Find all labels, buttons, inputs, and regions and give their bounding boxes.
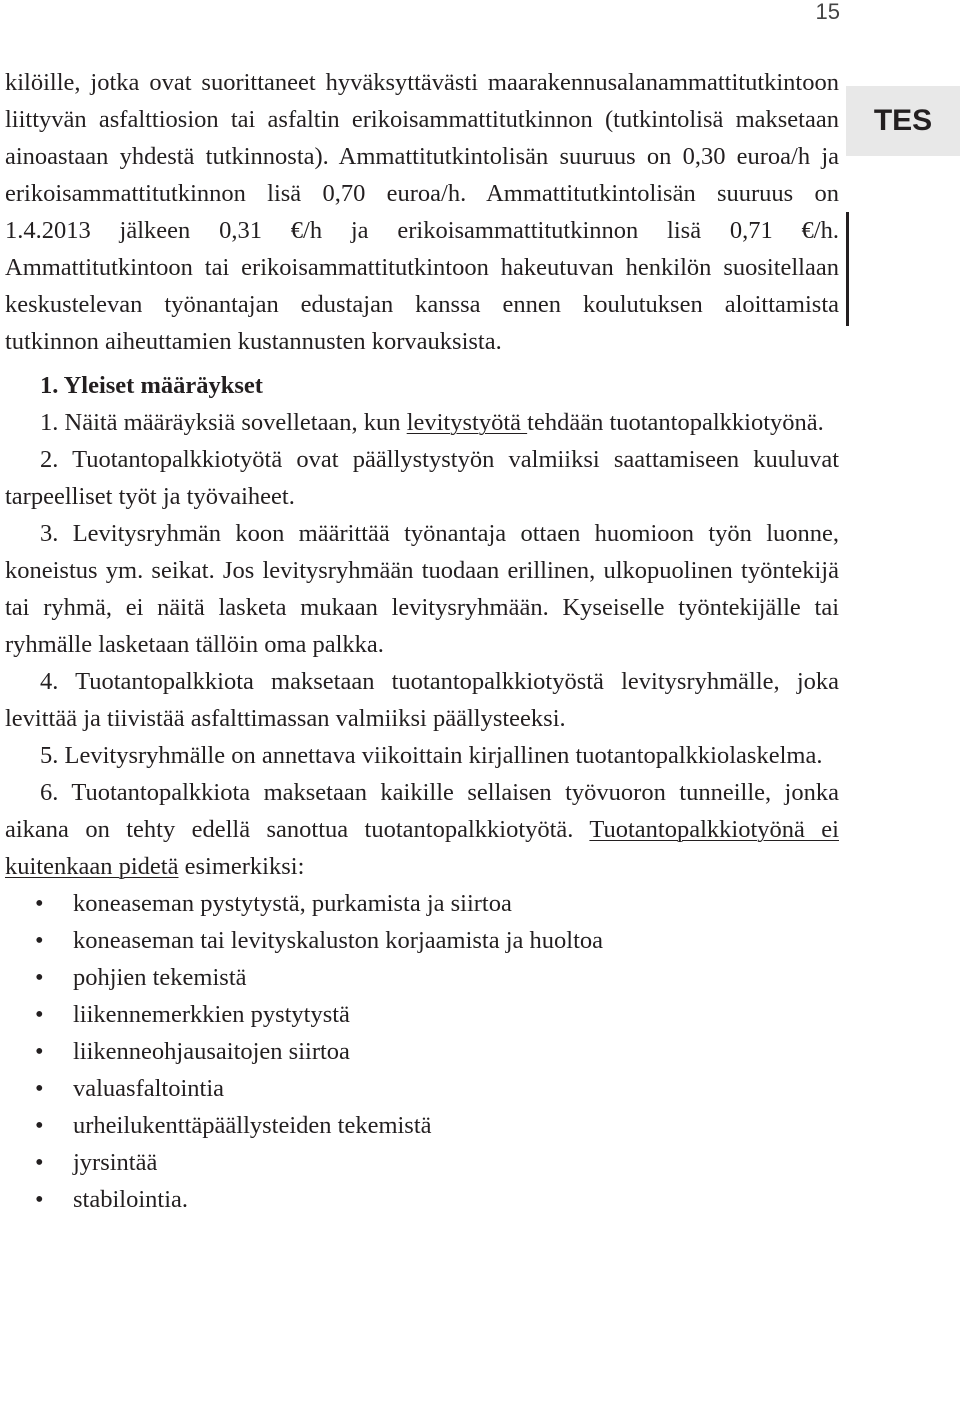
bullet-icon: • (35, 964, 44, 991)
tes-section-tab (846, 86, 960, 156)
page-number: 15 (815, 0, 840, 24)
item-6-text-a: 6. Tuotantopalkkiota maksetaan kaikille sellaisen työvuoron tunneille, jonka aikana on tehty edellä sanottua tuotantopalkkiotyötä. (5, 779, 839, 843)
list-item-text: valuasfaltointia (73, 1075, 225, 1102)
list-item (5, 1181, 839, 1218)
intro-paragraph: kilöille, jotka ovat suorittaneet hyväksyttävästi maarakennusalanammattitutkintoon liittyvän asfalttiosion tai asfaltin erikoisammattitutkinnon (tutkintolisä maksetaan ainoastaan yhdestä tutkinnosta). Ammattitutkintolisän suuruus on 0,30 euroa/h ja erikoisammattitutkinnon lisä 0,70 euroa/h. Ammattitutkintolisän suuruus on 1.4.2013 jälkeen 0,31 €/h ja erikoisammattitutkinnon lisä 0,71 €/h. Ammattitutkintoon tai erikoisammattitutkintoon hakeutuvan henkilön suositellaan keskustelevan työnantajan edustajan kanssa ennen koulutuksen aloittamista tutkinnon aiheuttamien kustannusten korvauksista. (5, 69, 839, 355)
item-1-paragraph (5, 404, 839, 441)
list-item (5, 996, 839, 1033)
list-item-text: urheilukenttäpäällysteiden tekemistä (73, 1112, 432, 1139)
item-1-text-a: 1. Näitä määräyksiä sovelletaan, kun (40, 409, 407, 436)
item-1-text-b: tehdään tuotantopalkkiotyönä. (527, 409, 824, 436)
list-item-text: pohjien tekemistä (73, 964, 247, 991)
item-6-underlined-text: Tuotantopalkkiotyönä ei kuitenkaan pidetä (5, 816, 839, 880)
revision-change-bar (846, 212, 849, 326)
list-item (5, 1070, 839, 1107)
item-4-paragraph: 4. Tuotantopalkkiota maksetaan tuotantopalkkiotyöstä levitysryhmälle, joka levittää ja tiivistää asfalttimassan valmiiksi päällysteeksi. (5, 668, 839, 732)
bullet-icon: • (35, 1038, 44, 1065)
list-item-text: stabilointia. (73, 1186, 188, 1213)
list-item (5, 885, 839, 922)
bullet-icon: • (35, 1112, 44, 1139)
bullet-icon: • (35, 1001, 44, 1028)
bullet-icon: • (35, 890, 44, 917)
item-1-underlined-text: levitystyötä (406, 409, 528, 436)
bullet-icon: • (35, 1186, 44, 1213)
list-item (5, 922, 839, 959)
section-heading: 1. Yleiset määräykset (40, 372, 263, 399)
list-item-text: koneaseman pystytystä, purkamista ja siirtoa (73, 890, 512, 917)
item-6-paragraph (5, 774, 839, 885)
list-item-text: liikenneohjausaitojen siirtoa (73, 1038, 350, 1065)
bullet-icon: • (35, 1075, 44, 1102)
list-item (5, 959, 839, 996)
list-item-text: jyrsintää (73, 1149, 158, 1176)
document-body (5, 64, 839, 1218)
bullet-icon: • (35, 927, 44, 954)
item-5-paragraph: 5. Levitysryhmälle on annettava viikoittain kirjallinen tuotantopalkkiolaskelma. (40, 742, 823, 769)
item-6-text-b: esimerkiksi: (178, 853, 305, 880)
list-item-text: liikennemerkkien pystytystä (73, 1001, 350, 1028)
bullet-icon: • (35, 1149, 44, 1176)
list-item (5, 1033, 839, 1070)
exclusion-list (5, 885, 839, 1218)
tes-tab-label: TES (873, 104, 933, 137)
list-item (5, 1107, 839, 1144)
item-2-paragraph: 2. Tuotantopalkkiotyötä ovat päällystystyön valmiiksi saattamiseen kuuluvat tarpeelliset työt ja työvaiheet. (5, 446, 839, 510)
item-3-paragraph: 3. Levitysryhmän koon määrittää työnantaja ottaen huomioon työn luonne, koneistus ym. seikat. Jos levitysryhmään tuodaan erillinen, ulkopuolinen työntekijä tai ryhmä, ei näitä lasketa mukaan levitysryhmään. Kyseiselle työntekijälle tai ryhmälle lasketaan tällöin oma palkka. (5, 520, 839, 658)
list-item (5, 1144, 839, 1181)
list-item-text: koneaseman tai levityskaluston korjaamista ja huoltoa (73, 927, 604, 954)
